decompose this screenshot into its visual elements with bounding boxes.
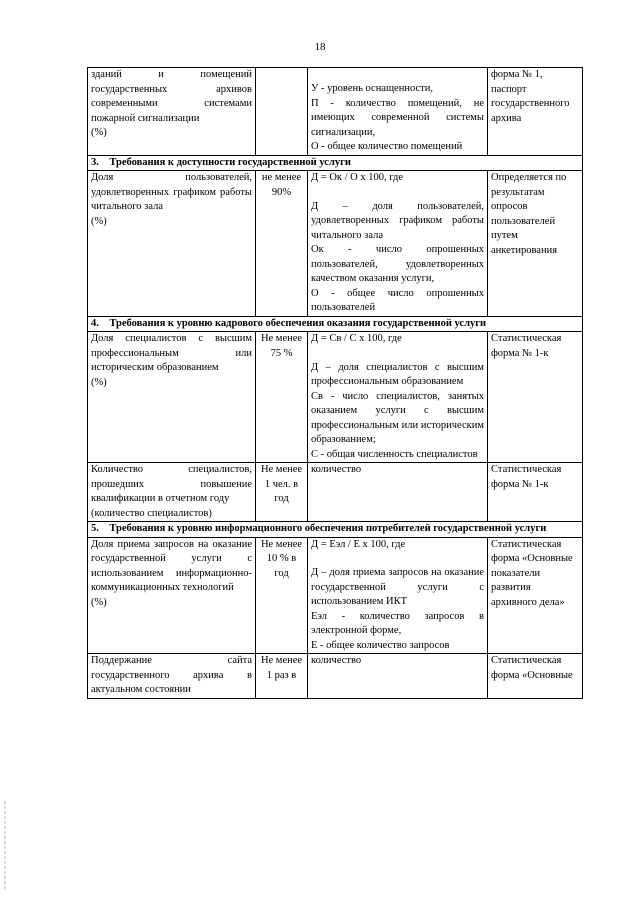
formula-line: Еэл - количество запросов в электронной форме, (311, 610, 484, 636)
indicator-formula (308, 537, 488, 654)
indicator-name: Доля пользователей, удовлетворенных графиком работы читального зала (%) (88, 171, 256, 317)
formula-line: П - количество помещений, не имеющих современной системы сигнализации, (311, 97, 484, 138)
table-row (88, 463, 583, 522)
indicator-source: Статистическая форма № 1-к (488, 332, 583, 463)
formula-line: Д – доля приема запросов на оказание государственной услуги с использованием ИКТ (311, 567, 484, 607)
indicator-source: Статистическая форма «Основные (488, 654, 583, 699)
indicator-norm: Не менее 75 % (256, 332, 308, 463)
indicator-source: Статистическая форма № 1-к (488, 463, 583, 522)
requirements-table-container (87, 67, 582, 699)
indicator-norm: не менее 90% (256, 171, 308, 317)
formula-main: количество (311, 655, 362, 666)
indicator-source: форма № 1, паспорт государственного архива (488, 68, 583, 156)
formula-main: количество (311, 464, 362, 475)
indicator-source: Определяется по результатам опросов пользователей путем анкетирования (488, 171, 583, 317)
formula-main: Д = Св / С х 100, где (311, 333, 402, 344)
indicator-name: Доля специалистов с высшим профессиональным или историческим образованием (%) (88, 332, 256, 463)
indicator-name: Поддержание сайта государственного архива в актуальном состоянии (88, 654, 256, 699)
indicator-name: зданий и помещений государственных архивов современными системами пожарной сигнализации (%) (88, 68, 256, 156)
section-header: 3. Требования к доступности государственной услуги (88, 155, 583, 171)
scan-margin-artifact (4, 800, 6, 890)
section-header-row (88, 522, 583, 538)
indicator-name: Количество специалистов, прошедших повышение квалификации в отчетном году (количество специалистов) (88, 463, 256, 522)
section-header: 5. Требования к уровню информационного обеспечения потребителей государственной услуги (88, 522, 583, 538)
formula-line: Д – доля пользователей, удовлетворенных графиком работы читального зала (311, 200, 484, 241)
indicator-formula (308, 332, 488, 463)
section-header-row (88, 155, 583, 171)
page-number: 18 (314, 41, 326, 53)
indicator-source: Статистическая форма «Основные показатели развития архивного дела» (488, 537, 583, 654)
formula-line: О - общее число опрошенных пользователей (311, 287, 484, 313)
requirements-table (87, 67, 583, 699)
table-row (88, 537, 583, 654)
indicator-formula (308, 68, 488, 156)
indicator-norm: Не менее 1 раз в (256, 654, 308, 699)
section-header: 4. Требования к уровню кадрового обеспечения оказания государственной услуги (88, 316, 583, 332)
indicator-norm: Не менее 1 чел. в год (256, 463, 308, 522)
indicator-norm: Не менее 10 % в год (256, 537, 308, 654)
table-row (88, 68, 583, 156)
formula-line: С - общая численность специалистов (311, 448, 478, 460)
formula-line: Д – доля специалистов с высшим профессиональным образованием (311, 361, 484, 387)
section-header-row (88, 316, 583, 332)
indicator-formula (308, 463, 488, 522)
formula-main: Д = Еэл / Е х 100, где (311, 538, 406, 550)
indicator-formula (308, 171, 488, 317)
indicator-name: Доля приема запросов на оказание государственной услуги с использованием информационно-коммуникационных технологий (%) (88, 537, 256, 654)
formula-line: Ок - число опрошенных пользователей, удовлетворенных качеством оказания услуги, (311, 244, 484, 284)
formula-main: Д = Ок / О х 100, где (311, 172, 404, 183)
table-row (88, 654, 583, 699)
formula-line: Е - общее количество запросов (311, 639, 450, 651)
formula-line: О - общее количество помещений (311, 141, 463, 152)
table-row (88, 171, 583, 317)
formula-line: Св - число специалистов, занятых оказанием услуги с высшим профессиональным или историческим образованием; (311, 390, 484, 445)
table-row (88, 332, 583, 463)
indicator-formula (308, 654, 488, 699)
indicator-norm (256, 68, 308, 156)
formula-line: У - уровень оснащенности, (311, 83, 433, 94)
